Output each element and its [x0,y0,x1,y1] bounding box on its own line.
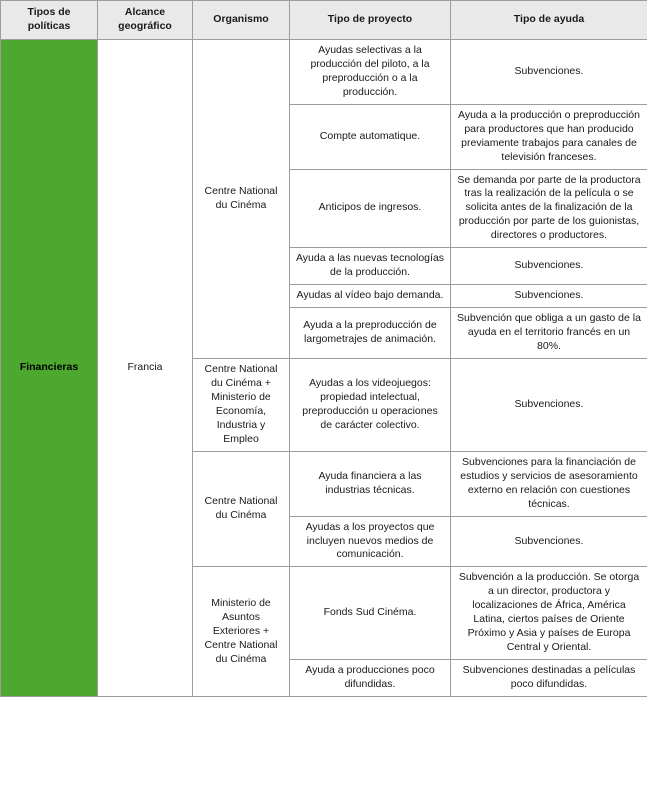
aid-type-cell: Subvenciones. [451,248,647,285]
project-type-cell: Ayuda a producciones poco difundidas. [290,660,451,697]
project-type-cell: Ayudas al vídeo bajo demanda. [290,285,451,308]
aid-type-cell: Subvenciones. [451,359,647,452]
organismo-cell: Centre National du Cinéma + Ministerio de Economía, Industria y Empleo [193,359,290,452]
column-header-tipo-de-ayuda: Tipo de ayuda [451,1,647,40]
project-type-cell: Ayuda financiera a las industrias técnicas. [290,451,451,516]
aid-type-cell: Subvenciones. [451,39,647,104]
aid-type-cell: Subvención que obliga a un gasto de la ayuda en el territorio francés en un 80%. [451,308,647,359]
column-header-tipo-de-proyecto: Tipo de proyecto [290,1,451,40]
table-header [1,1,647,40]
project-type-cell: Ayudas a los proyectos que incluyen nuevos medios de comunicación. [290,516,451,567]
aid-type-cell: Subvenciones. [451,516,647,567]
project-type-cell: Anticipos de ingresos. [290,169,451,248]
project-type-cell: Fonds Sud Cinéma. [290,567,451,660]
organismo-cell: Centre National du Cinéma [193,451,290,567]
column-header-tipos-de-politicas: Tipos de políticas [1,1,98,40]
scope-cell: Francia [98,39,193,696]
aid-type-cell: Subvenciones para la financiación de estudios y servicios de asesoramiento externo en relación con cuestiones técnicas. [451,451,647,516]
project-type-cell: Ayuda a las nuevas tecnologías de la producción. [290,248,451,285]
project-type-cell: Ayuda a la preproducción de largometrajes de animación. [290,308,451,359]
project-type-cell: Compte automatique. [290,104,451,169]
project-type-cell: Ayudas selectivas a la producción del piloto, a la preproducción o a la producción. [290,39,451,104]
column-header-alcance-geografico: Alcance geográfico [98,1,193,40]
table-row [1,39,647,104]
aid-type-cell: Subvención a la producción. Se otorga a un director, productora y localizaciones de África, América Latina, ciertos países de Oriente Próximo y Asia y países de Europa Central y Oriental. [451,567,647,660]
table-header-row [1,1,647,40]
table-body [1,39,647,696]
policy-type-cell: Financieras [1,39,98,696]
aid-type-cell: Ayuda a la producción o preproducción para productores que han producido previamente trabajos para canales de televisión franceses. [451,104,647,169]
organismo-cell: Centre National du Cinéma [193,39,290,358]
project-type-cell: Ayudas a los videojuegos: propiedad intelectual, preproducción u operaciones de carácter colectivo. [290,359,451,452]
organismo-cell: Ministerio de Asuntos Exteriores + Centre National du Cinéma [193,567,290,697]
column-header-organismo: Organismo [193,1,290,40]
aid-type-cell: Subvenciones. [451,285,647,308]
aid-type-cell: Se demanda por parte de la productora tras la realización de la película o se solicita antes de la finalización de la producción por parte de los guionistas, directores o productores. [451,169,647,248]
aid-type-cell: Subvenciones destinadas a películas poco difundidas. [451,660,647,697]
